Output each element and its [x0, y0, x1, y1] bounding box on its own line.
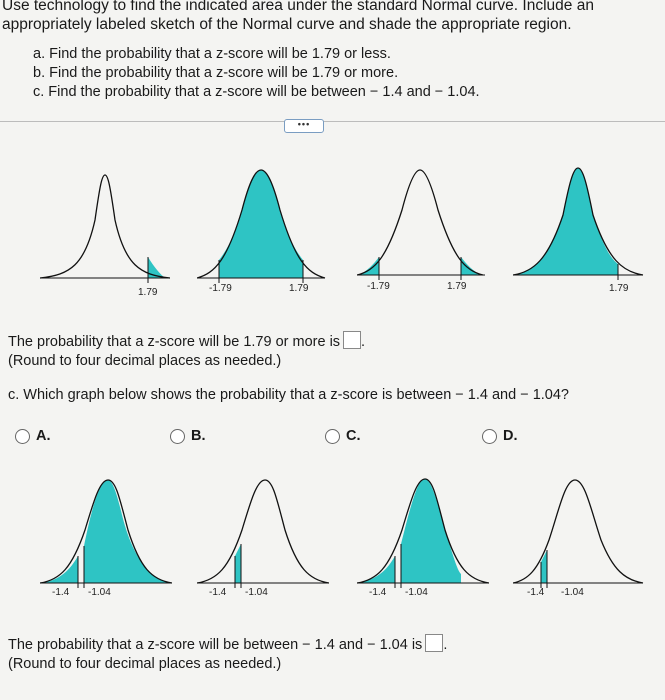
part-a-text: a. Find the probability that a z-score will be 1.79 or less.	[33, 46, 391, 62]
part-c-round-note: (Round to four decimal places as needed.)	[8, 656, 282, 672]
part-c-text: c. Find the probability that a z-score will be between − 1.4 and − 1.04.	[33, 84, 480, 100]
shade-region	[513, 168, 618, 275]
shade-region	[541, 550, 547, 583]
option-a-label: A.	[36, 428, 51, 444]
option-c-label: C.	[346, 428, 361, 444]
option-a[interactable]	[15, 428, 51, 444]
tick-label: -1.04	[405, 587, 428, 598]
radio-c[interactable]	[325, 429, 340, 444]
tick-label: -1.04	[88, 587, 111, 598]
option-c[interactable]	[325, 428, 361, 444]
part-b-answer-box[interactable]	[343, 331, 361, 349]
shade-region	[148, 257, 165, 278]
top-graph-4	[513, 160, 645, 300]
question-line-2: appropriately labeled sketch of the Normal curve and shade the appropriate region.	[2, 16, 572, 33]
option-b-graph	[197, 470, 329, 605]
option-d-graph	[513, 470, 645, 605]
shade-region	[235, 544, 241, 583]
top-graph-2	[197, 165, 327, 300]
more-button[interactable]: •••	[284, 119, 324, 133]
tick-label: -1.4	[527, 587, 545, 598]
tick-label: 1.79	[447, 281, 467, 292]
part-b-answer-line: The probability that a z-score will be 1.79 or more is .	[8, 331, 365, 352]
shade-region-right	[461, 257, 481, 275]
tick-label: -1.79	[209, 283, 232, 294]
radio-d[interactable]	[482, 429, 497, 444]
tick-label: 1.79	[609, 283, 629, 294]
tick-label: 1.79	[138, 287, 158, 298]
option-d-label: D.	[503, 428, 518, 444]
tick-label: -1.4	[52, 587, 70, 598]
radio-b[interactable]	[170, 429, 185, 444]
part-c-prompt: The probability that a z-score will be between − 1.4 and − 1.04 is	[8, 637, 423, 653]
divider	[0, 121, 665, 122]
part-b-prompt: The probability that a z-score will be 1.79 or more is	[8, 334, 341, 350]
tick-label: -1.04	[561, 587, 584, 598]
question-line-1: Use technology to find the indicated area under the standard Normal curve. Include an	[2, 0, 594, 14]
normal-curve	[513, 480, 643, 583]
tick-label: -1.79	[367, 281, 390, 292]
option-b-label: B.	[191, 428, 206, 444]
part-b-round-note: (Round to four decimal places as needed.)	[8, 353, 282, 369]
option-d[interactable]	[482, 428, 518, 444]
part-c-answer-box[interactable]	[425, 634, 443, 652]
radio-a[interactable]	[15, 429, 30, 444]
top-graph-3	[357, 165, 487, 300]
part-c-answer-line: The probability that a z-score will be between − 1.4 and − 1.04 is .	[8, 634, 447, 655]
part-b-text: b. Find the probability that a z-score will be 1.79 or more.	[33, 65, 399, 81]
shade-region-left	[359, 257, 379, 275]
shade-region	[219, 170, 303, 278]
part-c-question: c. Which graph below shows the probability that a z-score is between − 1.4 and − 1.04?	[8, 387, 569, 403]
shade-region	[42, 480, 170, 583]
normal-curve	[357, 170, 483, 275]
tick-label: -1.04	[245, 587, 268, 598]
option-b[interactable]	[170, 428, 206, 444]
tick-label: -1.4	[209, 587, 227, 598]
top-graph-1	[40, 165, 170, 300]
tick-label: -1.4	[369, 587, 387, 598]
normal-curve	[197, 480, 329, 583]
option-c-graph	[357, 470, 489, 605]
tick-label: 1.79	[289, 283, 309, 294]
option-a-graph	[40, 470, 172, 605]
